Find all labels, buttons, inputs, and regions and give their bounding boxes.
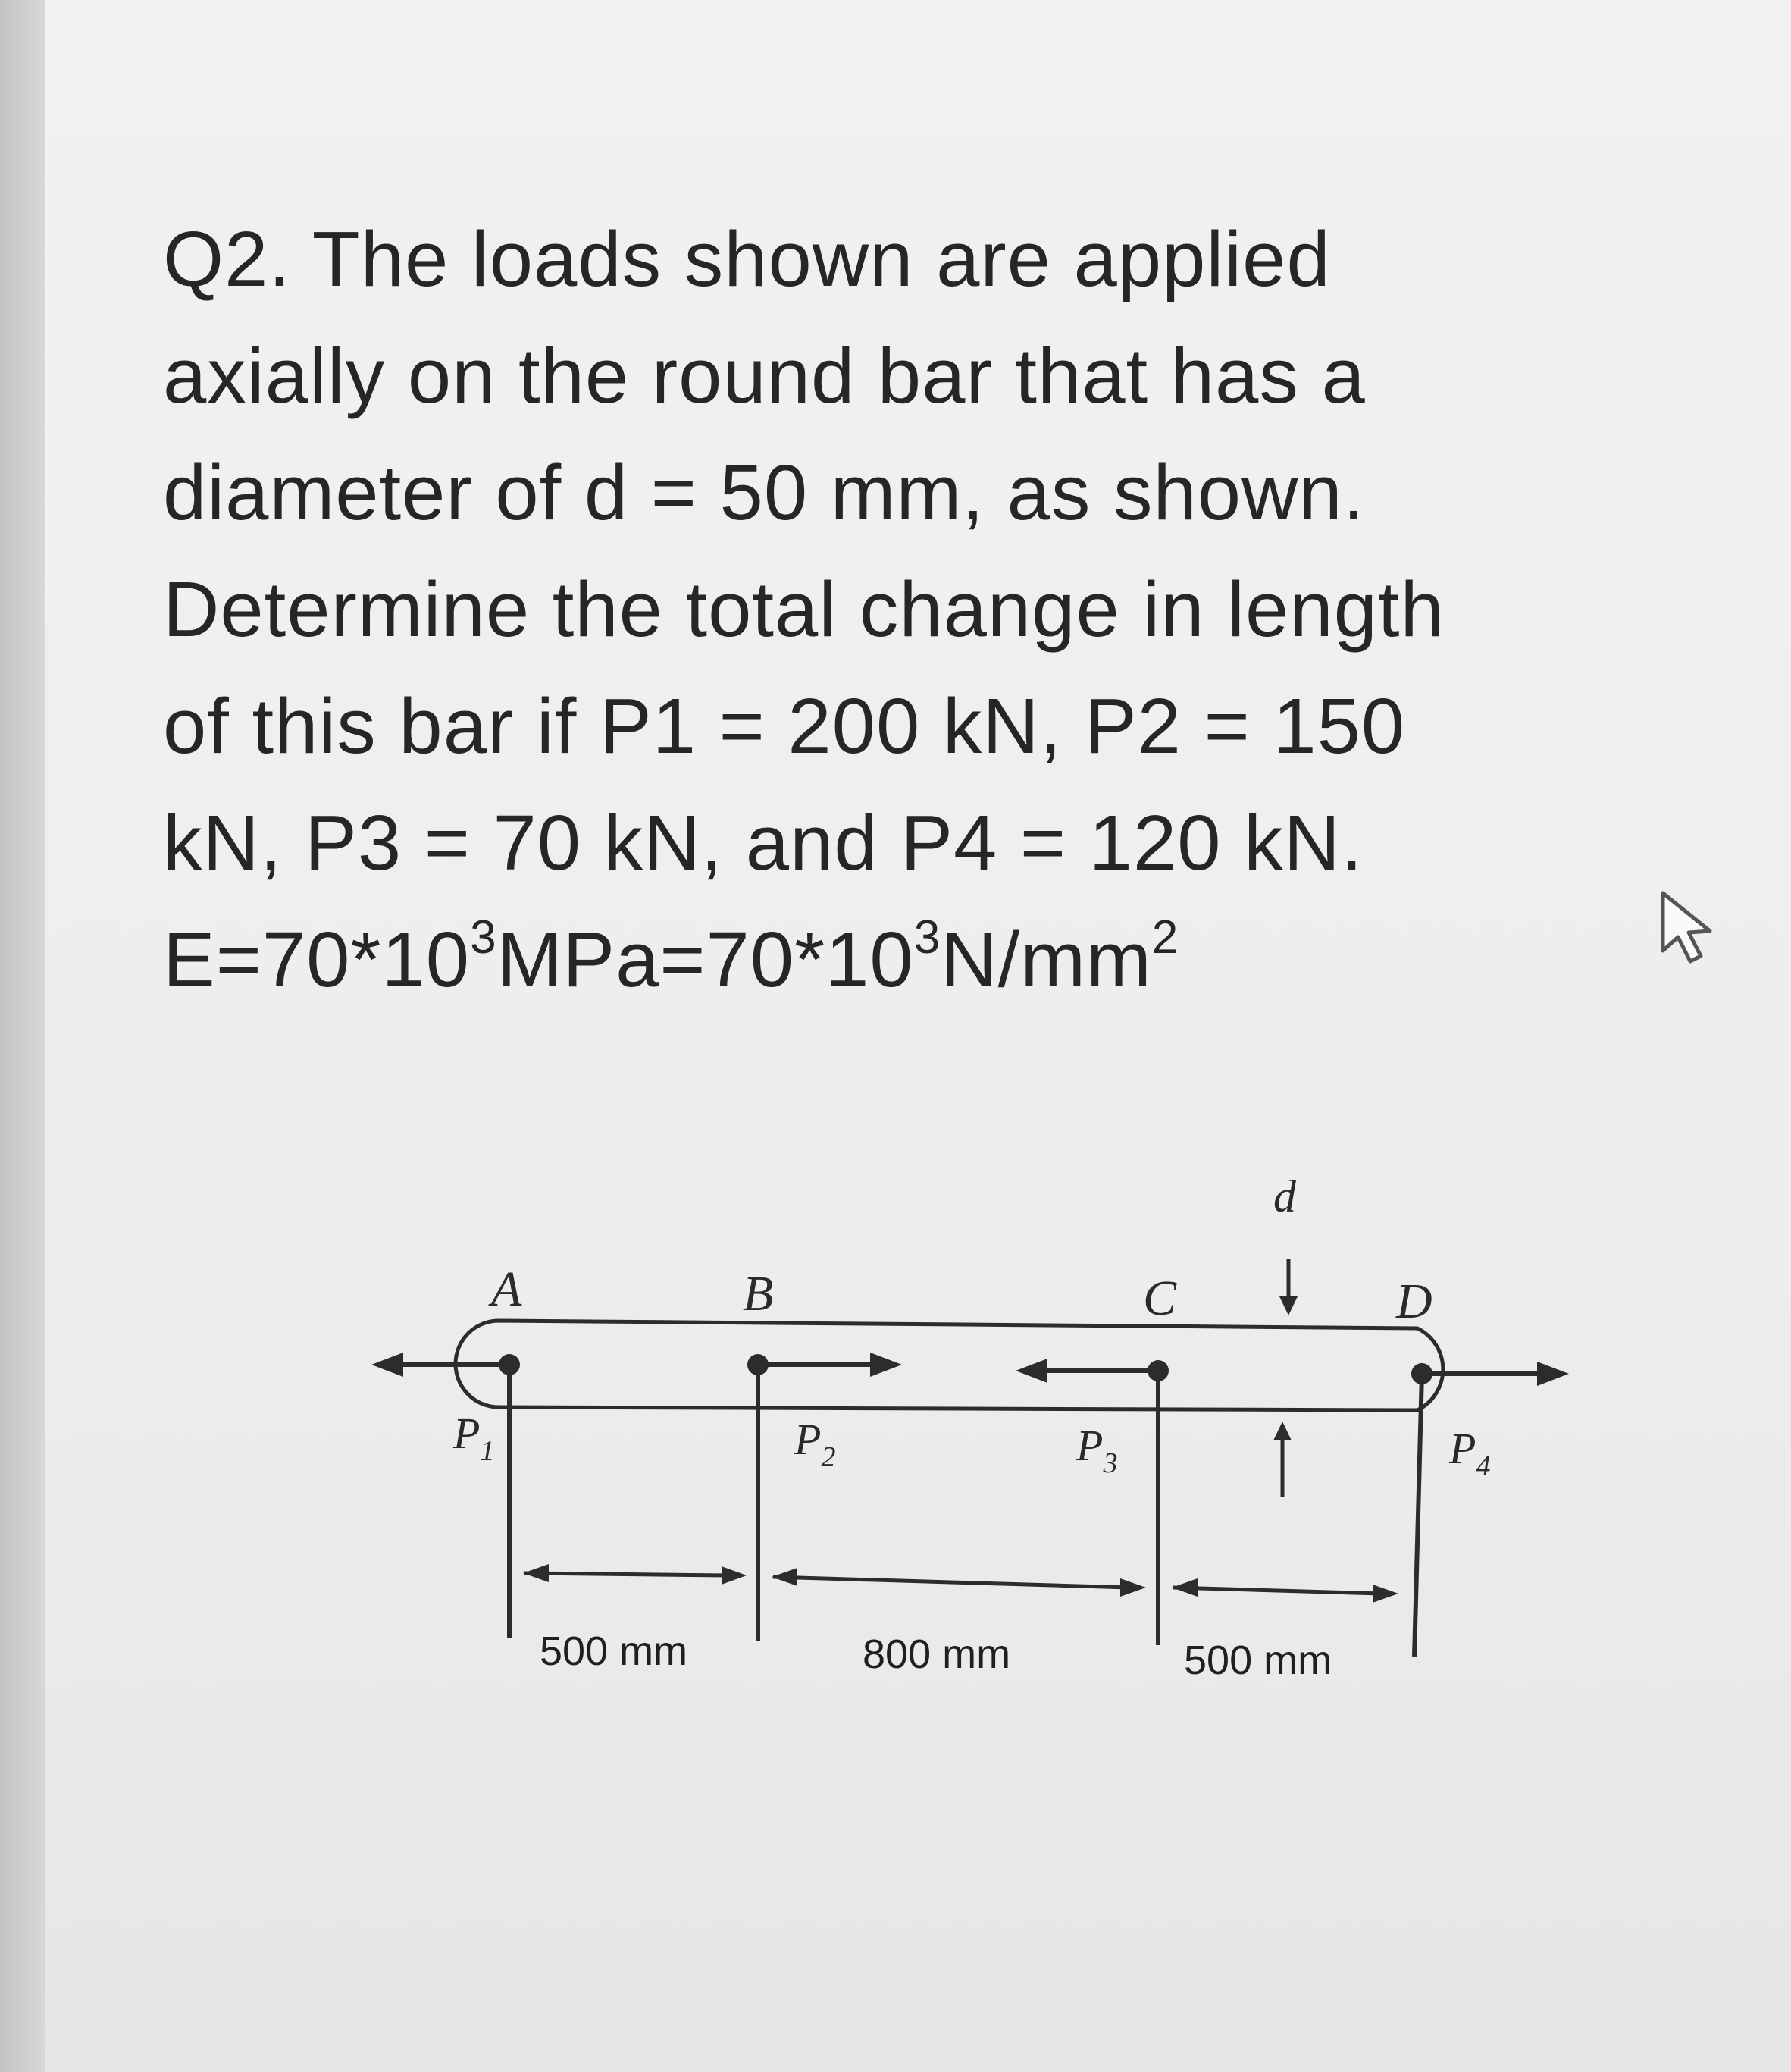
load-label-letter: P	[1449, 1424, 1476, 1473]
load-label	[794, 1415, 835, 1473]
dimension-lines	[523, 1564, 1398, 1603]
point-label: A	[491, 1262, 522, 1317]
load-label-subscript: 3	[1103, 1447, 1118, 1479]
round-bar	[456, 1321, 1443, 1410]
point-label: C	[1143, 1271, 1177, 1326]
question-line: diameter of d = 50 mm, as shown.	[163, 449, 1366, 536]
load-label-subscript: 2	[821, 1441, 836, 1473]
load-arrow-p1	[371, 1353, 520, 1638]
load-arrow-p3	[1016, 1359, 1169, 1645]
diameter-label: d	[1273, 1171, 1296, 1221]
load-label	[452, 1409, 494, 1467]
load-label-letter: P	[1076, 1421, 1104, 1470]
modulus-exponent: 3	[470, 911, 497, 964]
load-label	[1448, 1424, 1490, 1482]
question-line: kN, P3 = 70 kN, and P4 = 120 kN.	[163, 799, 1364, 886]
modulus-exponent: 2	[1151, 911, 1179, 964]
modulus-text: N/mm	[941, 916, 1152, 1003]
point-label: B	[743, 1266, 774, 1321]
modulus-text: MPa=70*10	[496, 916, 914, 1003]
modulus-text: E=70*10	[163, 916, 471, 1003]
load-label-subscript: 4	[1476, 1450, 1491, 1482]
load-label-letter: P	[794, 1415, 822, 1464]
load-label-subscript: 1	[480, 1435, 495, 1467]
load-arrow-p4	[1411, 1362, 1569, 1657]
question-line: axially on the round bar that has a	[163, 332, 1366, 419]
question-line: Q2. The loads shown are applied	[163, 215, 1331, 302]
dimension-label: 500 mm	[540, 1628, 688, 1674]
question-line: Determine the total change in length	[163, 566, 1445, 653]
question-line: of this bar if P1 = 200 kN, P2 = 150	[163, 682, 1406, 770]
modulus-exponent: 3	[913, 911, 941, 964]
load-label	[1076, 1421, 1117, 1479]
dimension-label: 500 mm	[1184, 1638, 1332, 1683]
point-label: D	[1396, 1274, 1432, 1329]
load-arrow-p2	[747, 1353, 902, 1641]
diameter-indicator	[1273, 1259, 1298, 1497]
load-label-letter: P	[453, 1409, 481, 1458]
dimension-label: 800 mm	[863, 1632, 1011, 1677]
